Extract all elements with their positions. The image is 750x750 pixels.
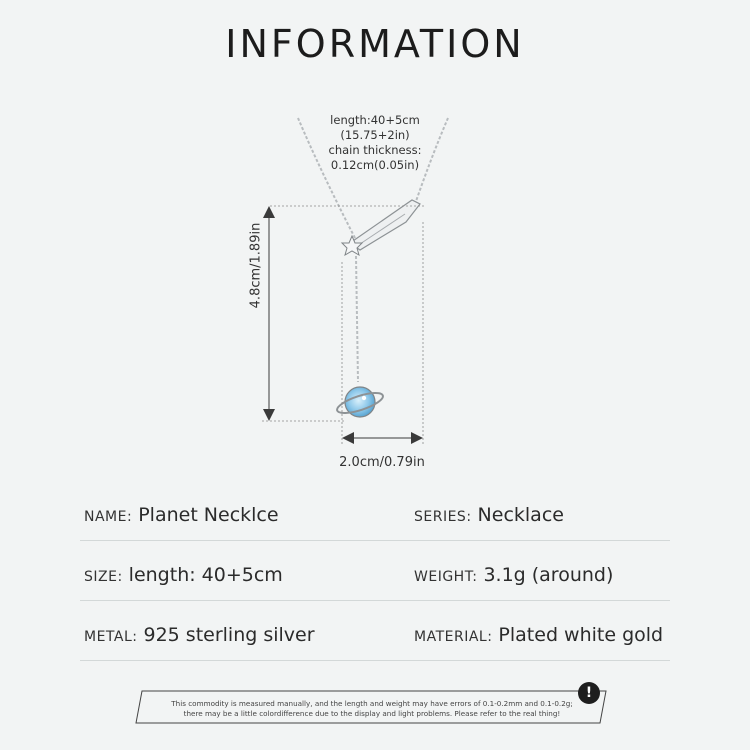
chain-spec-line-2: (15.75+2in) (340, 128, 410, 142)
spec-value: 925 sterling silver (143, 624, 315, 646)
chain-spec-line-1: length:40+5cm (330, 113, 420, 127)
spec-series (414, 504, 564, 526)
spec-value: length: 40+5cm (128, 564, 283, 586)
spec-weight (414, 564, 613, 586)
spec-row-size (80, 560, 670, 601)
chain-spec-line-3: chain thickness: (328, 143, 422, 157)
spec-value: 3.1g (around) (483, 564, 614, 586)
disclaimer-text (152, 699, 592, 719)
spec-metal (84, 624, 315, 646)
spec-key: NAME: (84, 509, 133, 525)
spec-key: WEIGHT: (414, 569, 478, 585)
spec-key: SERIES: (414, 509, 472, 525)
disclaimer-notice (134, 685, 614, 724)
height-dimension-label: 4.8cm/1.89in (248, 222, 264, 309)
disclaimer-line-2: there may be a little colordifference due to the display and light problems. Please refer to the real thing! (183, 709, 561, 718)
chain-spec-line-4: 0.12cm(0.05in) (330, 158, 420, 172)
spec-value: Plated white gold (498, 624, 664, 646)
spec-material (414, 624, 663, 646)
spec-name (84, 504, 279, 526)
exclamation-icon: ! (578, 682, 600, 704)
spec-value: Necklace (477, 504, 564, 526)
spec-key: MATERIAL: (414, 629, 493, 645)
page-title: INFORMATION (225, 22, 525, 66)
spec-value: Planet Necklce (138, 504, 279, 526)
drop-chain (356, 256, 358, 382)
spec-key: SIZE: (84, 569, 123, 585)
width-dimension-label: 2.0cm/0.79in (339, 455, 425, 470)
disclaimer-line-1: This commodity is measured manually, and the length and weight may have errors of 0.1-0.2mm and 0.1-0.2g; (171, 699, 573, 708)
spec-key: METAL: (84, 629, 138, 645)
spec-row-name (80, 500, 670, 541)
spec-size (84, 564, 283, 586)
spec-row-metal (80, 620, 670, 661)
